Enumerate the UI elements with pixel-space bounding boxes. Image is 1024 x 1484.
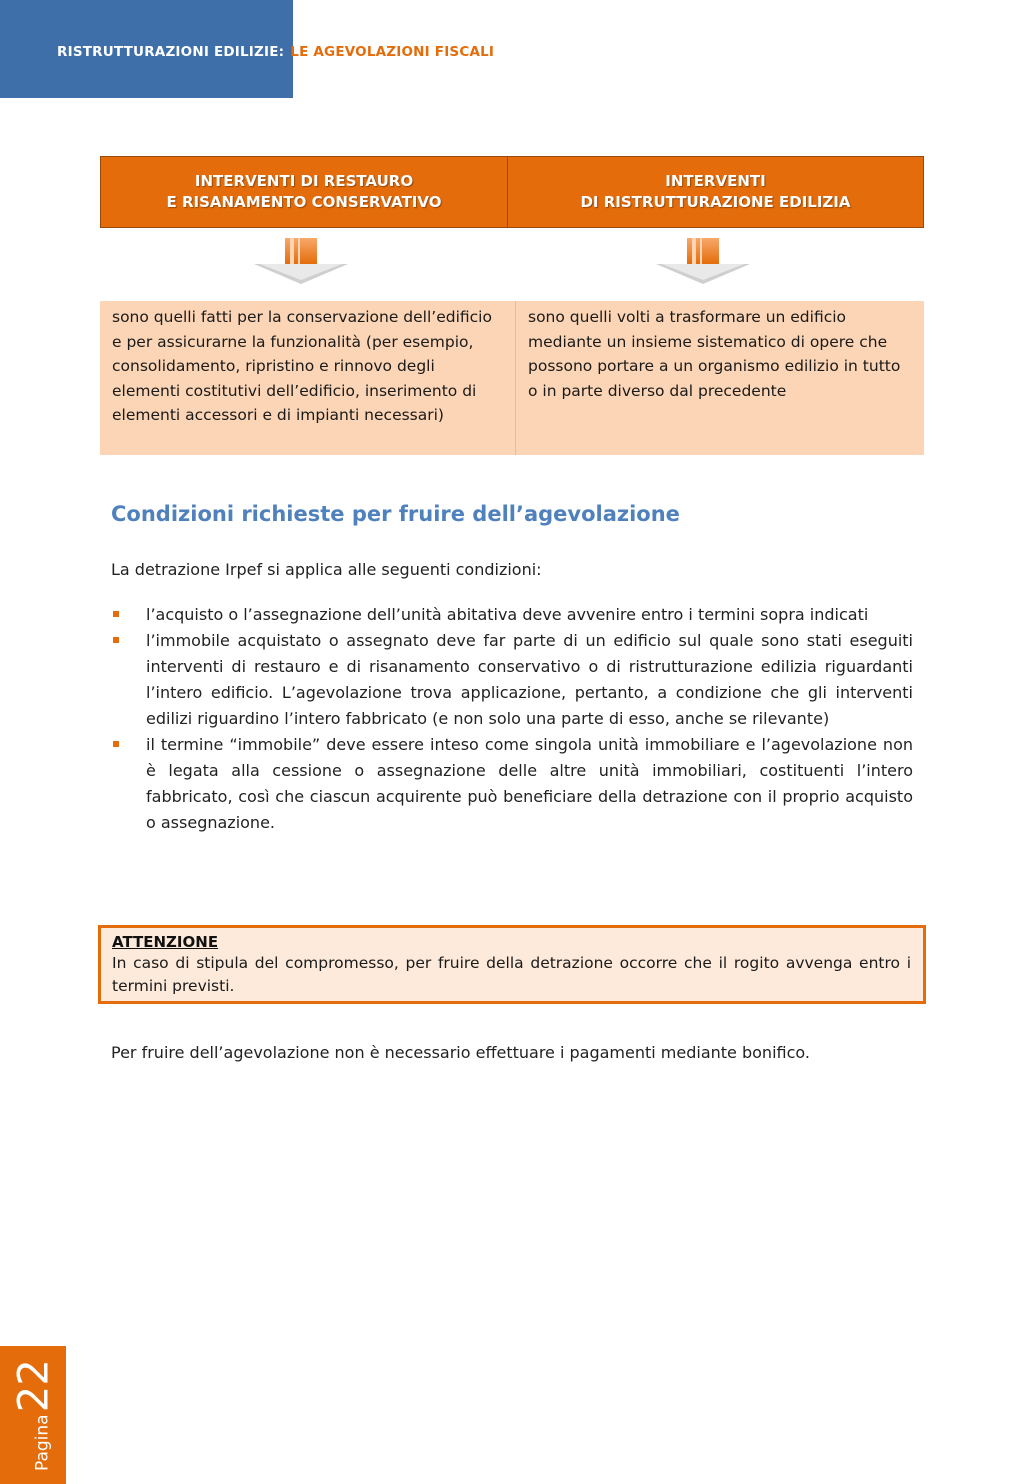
ristrutturazione-description: sono quelli volti a trasformare un edificio mediante un insieme sistematico di opere che possono portare a un organismo edilizio in tutto o in parte diverso dal precedente — [528, 308, 901, 400]
page-number-tab — [0, 1346, 66, 1484]
list-item — [111, 602, 913, 628]
ristrutturazione-header-line-1: INTERVENTI — [665, 172, 766, 190]
restauro-header-box — [100, 156, 508, 228]
restauro-header-line-2: E RISANAMENTO CONSERVATIVO — [166, 193, 442, 211]
list-item-text: l’immobile acquistato o assegnato deve far parte di un edificio sul quale sono stati eseguiti interventi di restauro e di risanamento conservativo o di ristrutturazione edilizia riguardanti l’intero edificio. L’agevolazione trova applicazione, pertanto, a condizione che gli interventi edilizi riguardino l’intero fabbricato (e non solo una parte di esso, anche se rilevante) — [146, 631, 913, 728]
down-arrow-icon — [254, 238, 348, 284]
square-bullet-icon — [113, 637, 119, 643]
attention-box — [98, 925, 926, 1004]
down-arrow-icon — [656, 238, 750, 284]
description-table — [100, 301, 924, 455]
page-word: Pagina — [32, 1414, 53, 1472]
ristrutturazione-header-box — [507, 156, 924, 228]
list-item-text: l’acquisto o l’assegnazione dell’unità abitativa deve avvenire entro i termini sopra indicati — [146, 605, 869, 624]
restauro-header-line-1: INTERVENTI DI RESTAURO — [194, 172, 414, 190]
closing-paragraph: Per fruire dell’agevolazione non è necessario effettuare i pagamenti mediante bonifico. — [111, 1043, 810, 1062]
page-number: 22 — [8, 1358, 58, 1413]
list-item — [111, 732, 913, 836]
section-intro: La detrazione Irpef si applica alle seguenti condizioni: — [111, 560, 542, 579]
header-subtitle: LE AGEVOLAZIONI FISCALI — [290, 44, 495, 60]
square-bullet-icon — [113, 611, 119, 617]
list-item — [111, 628, 913, 732]
restauro-description: sono quelli fatti per la conservazione dell’edificio e per assicurarne la funzionalità (per esempio, consolidamento, ripristino e rinnovo degli elementi costitutivi dell’edificio, inserimento di elementi accessori e di impianti necessari) — [100, 301, 516, 455]
attention-title: ATTENZIONE — [112, 933, 219, 951]
section-title: Condizioni richieste per fruire dell’agevolazione — [111, 502, 680, 526]
ristrutturazione-header-line-2: DI RISTRUTTURAZIONE EDILIZIA — [580, 193, 851, 211]
list-item-text: il termine “immobile” deve essere inteso come singola unità immobiliare e l’agevolazione non è legata alla cessione o assegnazione delle altre unità immobiliari, costituenti l’intero fabbricato, così che ciascun acquirente può beneficiare della detrazione con il proprio acquisto o assegnazione. — [146, 735, 913, 832]
square-bullet-icon — [113, 741, 119, 747]
running-header — [57, 44, 494, 60]
header-title: RISTRUTTURAZIONI EDILIZIE: — [57, 44, 285, 60]
page-label — [9, 1359, 58, 1471]
conditions-list — [111, 602, 913, 836]
attention-body: In caso di stipula del compromesso, per fruire della detrazione occorre che il rogito avvenga entro i termini previsti. — [112, 954, 911, 995]
